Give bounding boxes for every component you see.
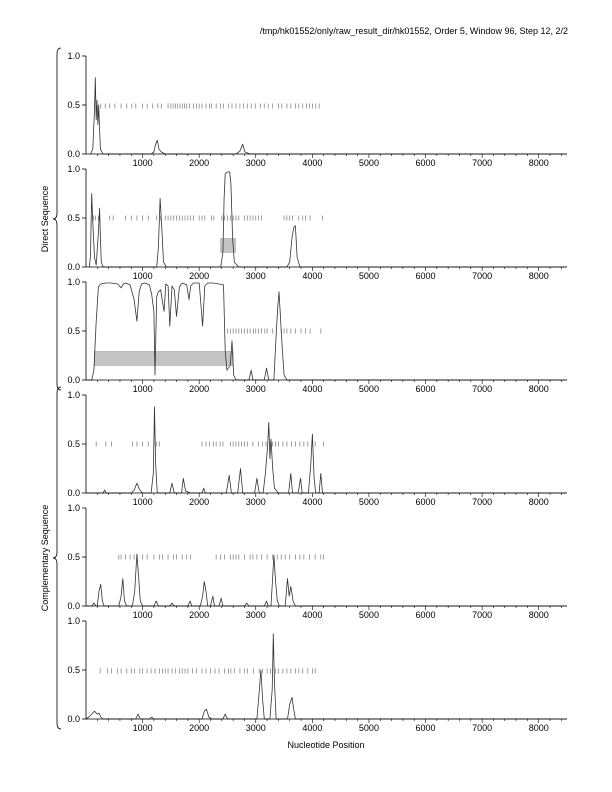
panel-2 <box>67 164 567 281</box>
series-line <box>86 554 567 606</box>
x-tick-label: 7000 <box>472 610 493 620</box>
x-tick-label: 7000 <box>472 158 493 168</box>
x-tick-label: 7000 <box>472 384 493 394</box>
y-tick-label: 0.0 <box>67 601 80 611</box>
x-tick-label: 4000 <box>302 271 323 281</box>
panel-1 <box>67 51 567 168</box>
y-tick-label: 1.0 <box>67 51 80 61</box>
shaded-region <box>94 352 233 366</box>
panel-4 <box>67 390 567 507</box>
x-tick-label: 3000 <box>245 497 266 507</box>
x-tick-label: 2000 <box>189 384 210 394</box>
x-tick-label: 4000 <box>302 384 323 394</box>
page-header: /tmp/hk01552/only/raw_result_dir/hk01552, Order 5, Window 96, Step 12, 2/2 <box>259 26 568 36</box>
x-tick-label: 8000 <box>528 610 549 620</box>
group-brackets <box>40 48 61 729</box>
x-tick-label: 5000 <box>358 610 379 620</box>
x-tick-label: 5000 <box>358 271 379 281</box>
series-line <box>86 634 567 719</box>
x-tick-label: 8000 <box>528 723 549 733</box>
x-tick-label: 1000 <box>132 384 153 394</box>
x-tick-label: 2000 <box>189 610 210 620</box>
y-tick-label: 0.5 <box>67 213 80 223</box>
x-tick-label: 1000 <box>132 610 153 620</box>
x-tick-label: 1000 <box>132 271 153 281</box>
y-tick-label: 0.0 <box>67 262 80 272</box>
x-tick-label: 3000 <box>245 610 266 620</box>
x-tick-label: 3000 <box>245 271 266 281</box>
panel-5 <box>67 503 567 620</box>
x-tick-label: 6000 <box>415 723 436 733</box>
y-tick-label: 0.0 <box>67 375 80 385</box>
y-tick-label: 0.0 <box>67 714 80 724</box>
x-tick-label: 8000 <box>528 271 549 281</box>
y-tick-label: 1.0 <box>67 616 80 626</box>
x-tick-label: 4000 <box>302 158 323 168</box>
x-tick-label: 8000 <box>528 158 549 168</box>
x-tick-label: 3000 <box>245 158 266 168</box>
x-tick-label: 2000 <box>189 497 210 507</box>
series-line <box>89 172 567 267</box>
x-tick-label: 6000 <box>415 497 436 507</box>
y-tick-label: 0.0 <box>67 488 80 498</box>
x-tick-label: 2000 <box>189 723 210 733</box>
y-tick-label: 1.0 <box>67 390 80 400</box>
x-tick-label: 2000 <box>189 271 210 281</box>
y-tick-label: 1.0 <box>67 503 80 513</box>
x-tick-label: 5000 <box>358 723 379 733</box>
series-line <box>86 407 567 493</box>
x-tick-label: 1000 <box>132 497 153 507</box>
x-tick-label: 1000 <box>132 723 153 733</box>
x-tick-label: 4000 <box>302 497 323 507</box>
y-tick-label: 0.5 <box>67 326 80 336</box>
group-label: Complementary Sequence <box>40 504 50 612</box>
x-tick-label: 2000 <box>189 158 210 168</box>
x-tick-label: 6000 <box>415 610 436 620</box>
y-tick-label: 0.0 <box>67 149 80 159</box>
x-tick-label: 6000 <box>415 158 436 168</box>
x-tick-label: 8000 <box>528 384 549 394</box>
x-tick-label: 1000 <box>132 158 153 168</box>
x-tick-label: 5000 <box>358 384 379 394</box>
group-bracket <box>53 48 61 390</box>
panel-6 <box>67 616 567 733</box>
x-tick-label: 8000 <box>528 497 549 507</box>
y-tick-label: 0.5 <box>67 100 80 110</box>
x-axis-label: Nucleotide Position <box>287 740 365 750</box>
series-line <box>91 78 568 154</box>
x-tick-label: 7000 <box>472 723 493 733</box>
x-tick-label: 5000 <box>358 158 379 168</box>
x-tick-label: 3000 <box>245 384 266 394</box>
x-tick-label: 6000 <box>415 271 436 281</box>
chart-panels <box>67 51 567 733</box>
y-tick-label: 1.0 <box>67 164 80 174</box>
x-tick-label: 4000 <box>302 610 323 620</box>
x-tick-label: 4000 <box>302 723 323 733</box>
y-tick-label: 1.0 <box>67 277 80 287</box>
x-tick-label: 7000 <box>472 271 493 281</box>
group-bracket <box>53 387 61 729</box>
y-tick-label: 0.5 <box>67 552 80 562</box>
y-tick-label: 0.5 <box>67 439 80 449</box>
x-tick-label: 7000 <box>472 497 493 507</box>
y-tick-label: 0.5 <box>67 665 80 675</box>
x-tick-label: 6000 <box>415 384 436 394</box>
x-tick-label: 5000 <box>358 497 379 507</box>
x-tick-label: 3000 <box>245 723 266 733</box>
group-label: Direct Sequence <box>40 185 50 253</box>
panel-3 <box>67 277 567 394</box>
